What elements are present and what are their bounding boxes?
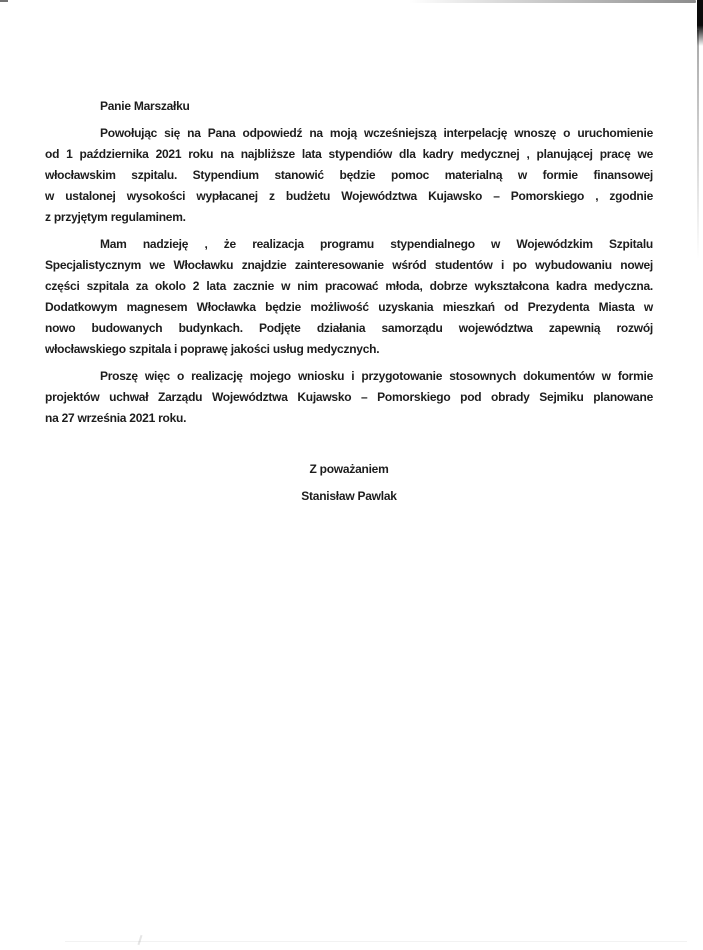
valediction: Z poważaniem [309,462,389,476]
letter-body [45,96,653,507]
text-line: na 27 września 2021 roku. [45,411,187,425]
text-line: z przyjętym regulaminem. [45,210,186,224]
scan-artifact-bottom-line [65,941,687,942]
text-line: nowo budowanych budynkach. Podjęte działania samorządu województwa zapewnią rozwój [45,321,653,335]
signature-name: Stanisław Pawlak [301,489,397,503]
scan-artifact-top-right-mark [697,0,703,46]
text-line: włocławskim szpitalu. Stypendium stanowić będzie pomoc materialną w formie finansowej [45,168,653,182]
salutation: Panie Marszałku [100,99,190,113]
text-line: włocławskiego szpitala i poprawę jakości usług medycznych. [45,342,380,356]
paragraph-3 [45,366,653,429]
paragraph-2 [45,234,653,360]
text-line: Specjalistycznym we Włocławku znajdzie zainteresowanie wśród studentów i po wybudowaniu nowej [45,258,653,272]
paragraph-1 [45,123,653,228]
scan-artifact-right-edge-line [697,30,699,260]
text-line: Mam nadzieję , że realizacja programu stypendialnego w Wojewódzkim Szpitalu [100,237,653,251]
text-line: projektów uchwał Zarządu Województwa Kujawsko – Pomorskiego pod obrady Sejmiku planowane [45,390,653,404]
text-line: w ustalonej wysokości wypłacanej z budżetu Województwa Kujawsko – Pomorskiego , zgodnie [45,189,653,203]
scan-artifact-bottom-tick [138,935,143,945]
text-line: od 1 października 2021 roku na najbliższe lata stypendiów dla kadry medycznej , planującej pracę we [45,147,653,161]
closing-block [45,459,653,507]
scan-artifact-top-streak [408,0,696,3]
scan-artifact-top-left-mark [0,0,8,2]
text-line: Dodatkowym magnesem Włocławka będzie możliwość uzyskania mieszkań od Prezydenta Miasta w [45,300,653,314]
text-line: części szpitala za okolo 2 lata zacznie w nim pracować młoda, dobrze wykształcona kadra medyczna. [45,279,653,293]
text-line: Powołując się na Pana odpowiedź na moją wcześniejszą interpelację wnoszę o uruchomienie [100,126,653,140]
text-line: Proszę więc o realizację mojego wniosku i przygotowanie stosownych dokumentów w formie [100,369,653,383]
